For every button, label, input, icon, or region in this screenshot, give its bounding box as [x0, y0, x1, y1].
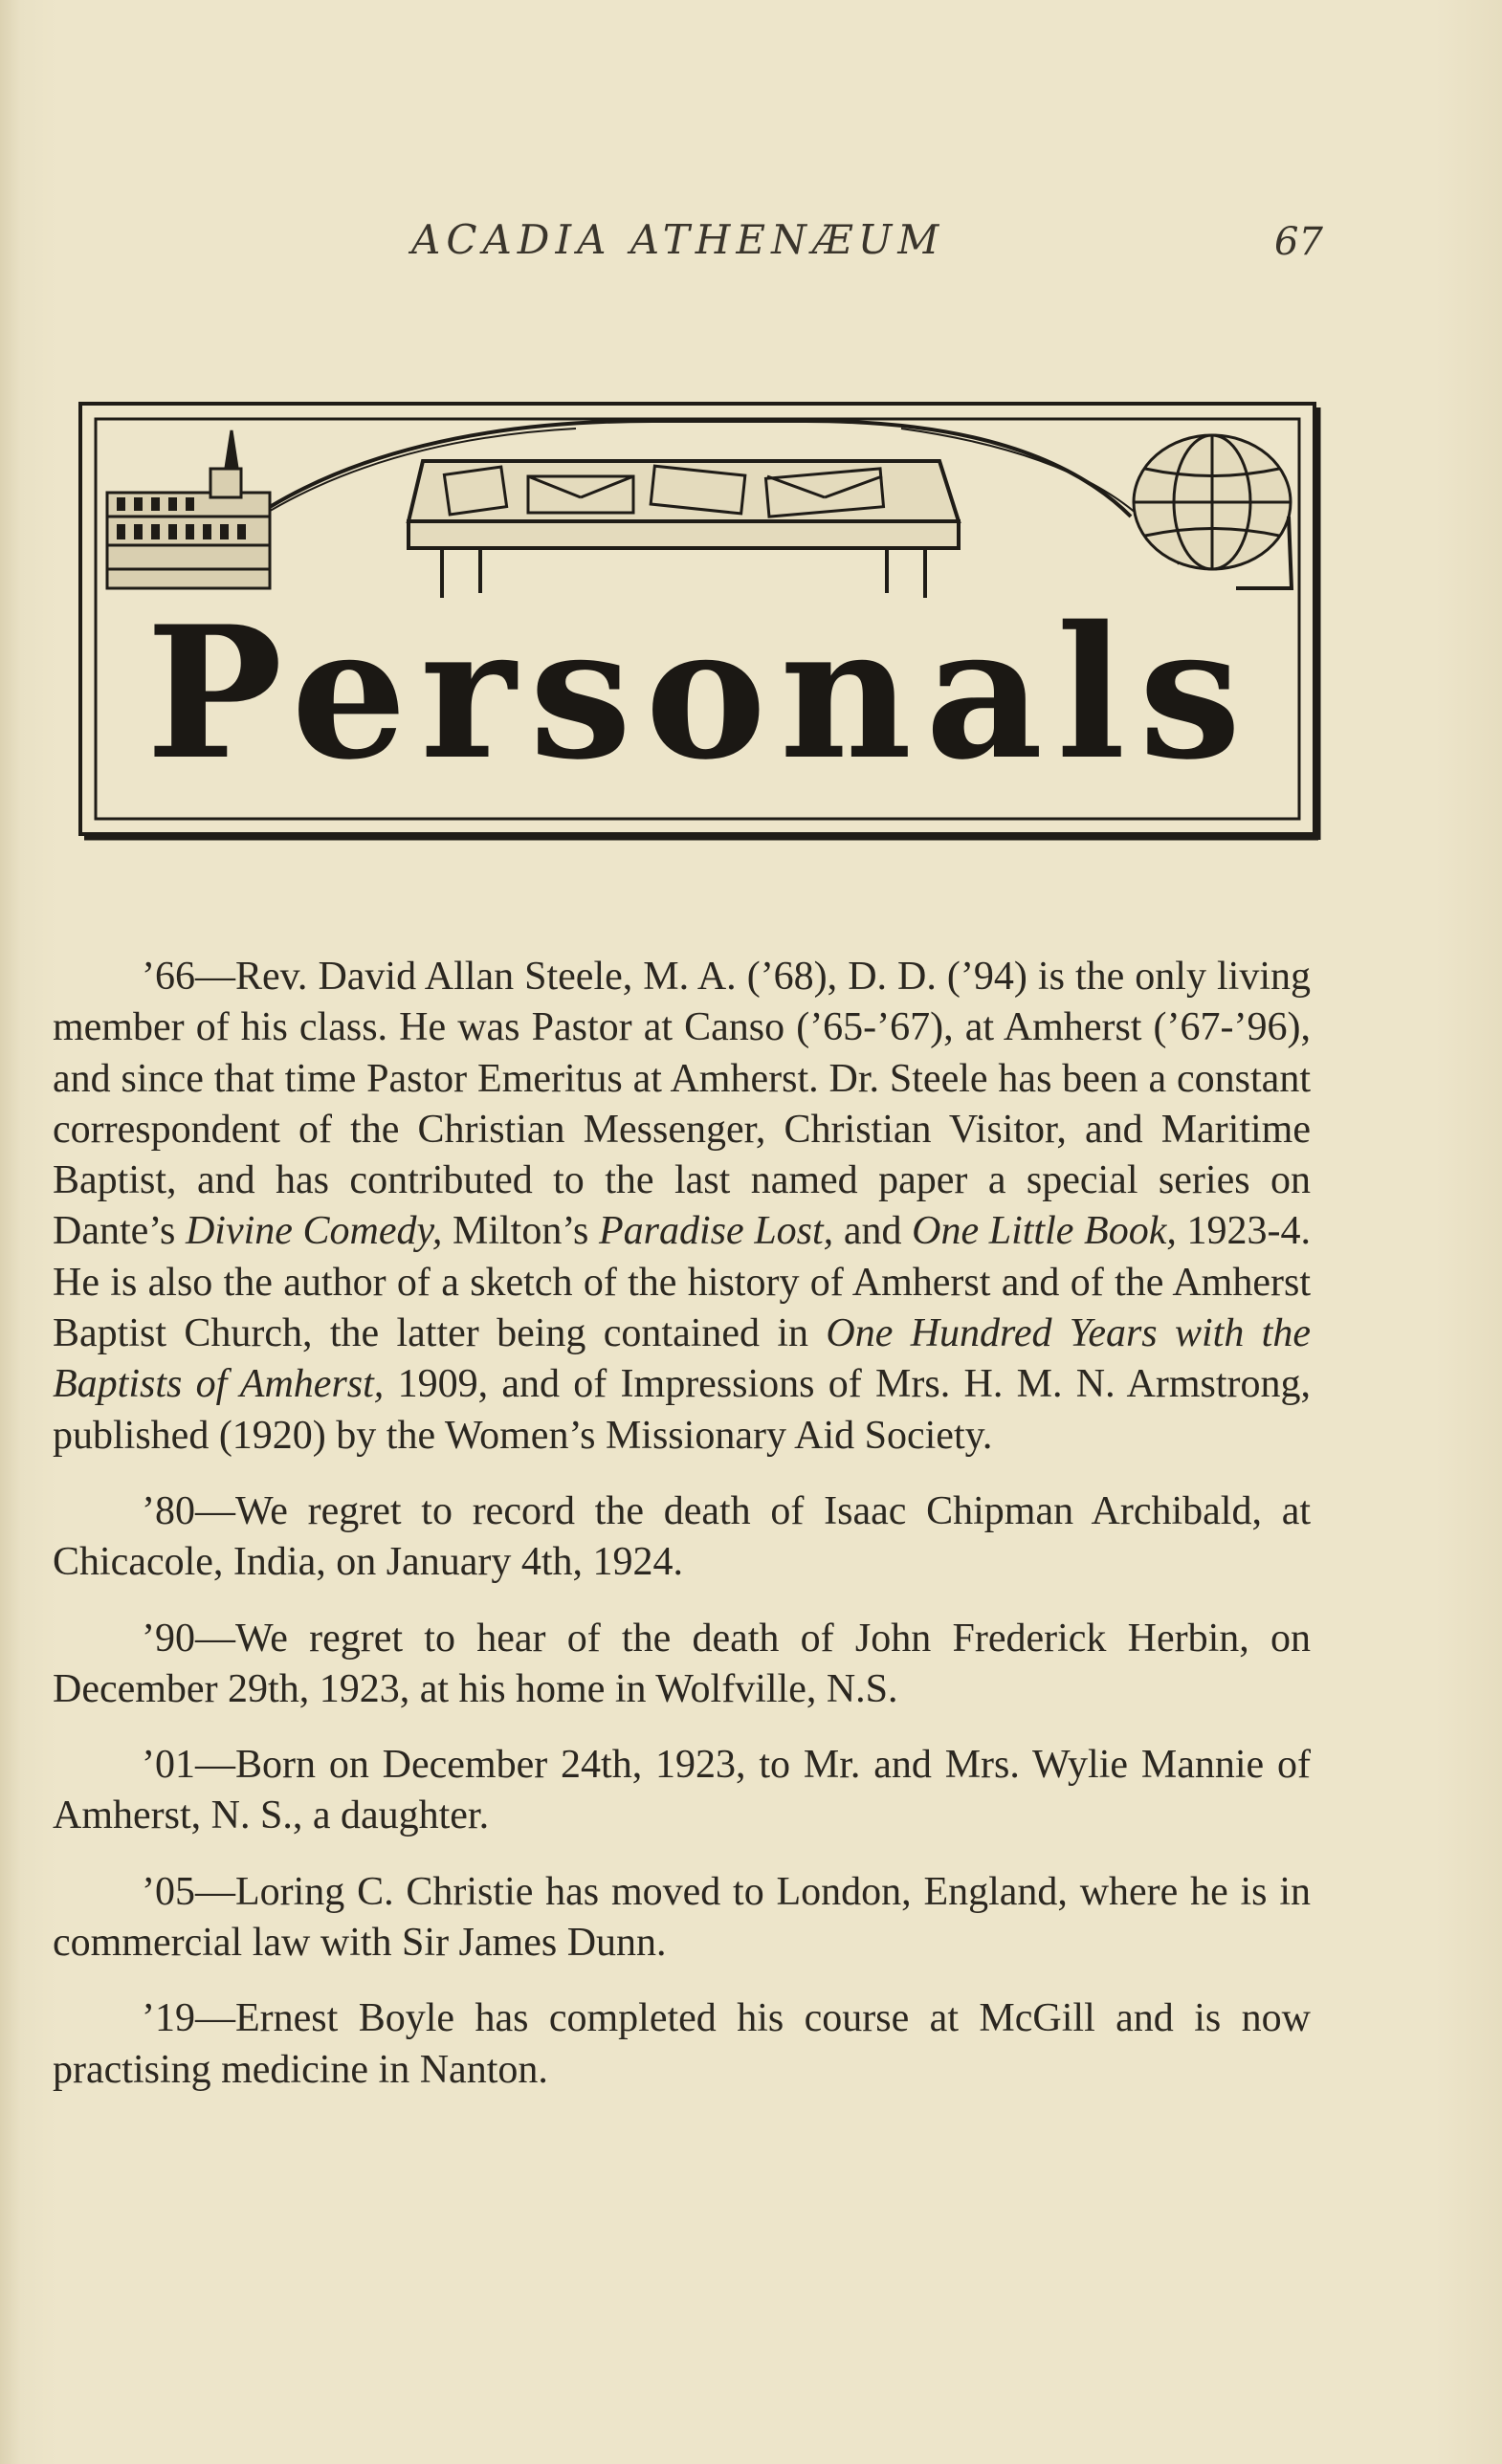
section-title: Personals — [145, 586, 1255, 800]
church-building-icon — [107, 430, 270, 588]
entry-text: ’01—Born on December 24th, 1923, to Mr. and Mrs. Wylie Mannie of Amherst, N. S., a daughter. — [53, 1743, 1311, 1838]
entry-text: and — [833, 1209, 913, 1254]
entry-text: ’05—Loring C. Christie has moved to London, England, where he is in commercial law with Sir James Dunn. — [53, 1869, 1311, 1966]
running-head — [0, 216, 1502, 274]
personal-entry — [53, 1614, 1311, 1716]
personals-header-banner — [78, 402, 1322, 842]
personal-entry — [53, 952, 1311, 1462]
entry-text: ’19—Ernest Boyle has completed his course at McGill and is now practising medicine in Nanton. — [53, 1996, 1311, 2092]
personal-entry — [53, 1740, 1311, 1842]
entry-text: ’80—We regret to record the death of Isaac Chipman Archibald, at Chicacole, India, on January 4th, 1924. — [53, 1488, 1311, 1585]
globe-icon — [1134, 435, 1292, 588]
page-number: 67 — [1274, 220, 1323, 264]
personal-entry — [53, 1486, 1311, 1589]
personals-text — [53, 952, 1311, 2121]
italic-title-text: One Little Book, — [912, 1209, 1177, 1254]
journal-title: ACADIA ATHENÆUM — [411, 216, 945, 263]
entry-text: 1923-4. He is also the author of a sketch of the history of Amherst and of the Amherst Baptist Church, the latter being contained in — [53, 1209, 1311, 1356]
italic-title-text: Divine Comedy, — [185, 1209, 443, 1254]
entry-text: Milton’s — [442, 1209, 600, 1254]
entry-text: ’90—We regret to hear of the death of John Frederick Herbin, on December 29th, 1923, at his home in Wolfville, N.S. — [53, 1616, 1311, 1711]
entry-text: 1909, and of Impressions of Mrs. H. M. N. Armstrong, published (1920) by the Women’s Missionary Aid Society. — [53, 1362, 1312, 1458]
italic-title-text: Paradise Lost, — [599, 1209, 834, 1254]
table-with-letters-icon — [409, 461, 959, 598]
personal-entry — [53, 1867, 1311, 1969]
personal-entry — [53, 1993, 1311, 2096]
entry-text: ’66—Rev. David Allan Steele, M. A. (’68), D. D. (’94) is the only living member of his class. He was Pastor at Canso (’65-’67), at Amherst (’67-’96), and since that time Pastor Emeritus at Amherst. Dr. Steele has been a constant correspondent of the Christian Messenger, Christian Visitor, and Maritime Baptist, and has contributed to the last named paper a special series on Dante’s — [53, 955, 1311, 1254]
italic-title-text: One Hundred Years with the Baptists of Amherst, — [53, 1311, 1311, 1407]
